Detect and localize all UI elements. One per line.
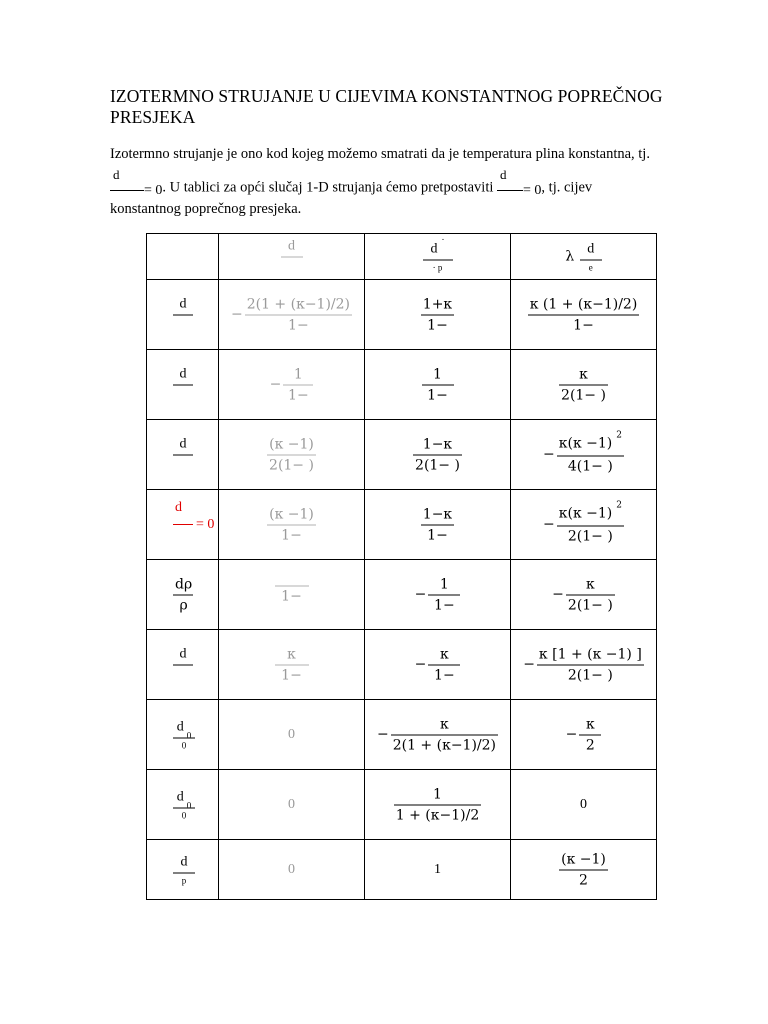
cell-col3: 1 [365, 840, 511, 900]
cell-col2: 0 [219, 840, 365, 900]
table-header-row [147, 234, 657, 280]
influence-coefficients-table [146, 233, 657, 900]
cell-col4: − $\frac{\kappa}{2(1- )}$ [511, 560, 657, 630]
cell-col2: $\frac{(\kappa -1)}{1-}$ [219, 490, 365, 560]
cell-col2: $\frac{(\kappa -1)}{2(1- )}$ [219, 420, 365, 490]
header-cell-col4: λ $\frac{d}{e}$ [511, 234, 657, 280]
cell-col2: − $\frac{2(1 + (\kappa-1)/2)}{1-}$ [219, 280, 365, 350]
cell-col4: 0 [511, 770, 657, 840]
cell-col2: 0 [219, 770, 365, 840]
row-label: d [147, 350, 219, 420]
cell-col4: − $\frac{\kappa [1 + (\kappa -1) ]}{2(1- )}$ [511, 630, 657, 700]
cell-col4: $\frac{\kappa (1 + (\kappa-1)/2)}{1-}$ [511, 280, 657, 350]
table-row [147, 280, 657, 350]
cell-col2: 1− [219, 560, 365, 630]
table-row [147, 770, 657, 840]
row-label: $\frac{d_0}{0}$ [147, 770, 219, 840]
table-row [147, 350, 657, 420]
cell-col3: $\frac{1-\kappa}{2(1- )}$ [365, 420, 511, 490]
row-label: $\frac{d_0}{0}$ [147, 700, 219, 770]
cell-col4: $\frac{(\kappa -1)}{2}$ [511, 840, 657, 900]
header-cell-empty [147, 234, 219, 280]
cell-col2: − $\frac{1}{1-}$ [219, 350, 365, 420]
header-cell-col3: $\frac{d^\cdot}{\cdot p}$ [365, 234, 511, 280]
row-label: d [147, 280, 219, 350]
table-row [147, 700, 657, 770]
table-row [147, 630, 657, 700]
cell-col4: − $\frac{\kappa(\kappa -1) ^2}{4(1- )}$ [511, 420, 657, 490]
cell-col2: $\frac{\kappa}{1-}$ [219, 630, 365, 700]
table-row [147, 560, 657, 630]
cell-col3: $\frac{1}{1-}$ [365, 350, 511, 420]
intro-paragraph-line-3: konstantnog poprečnog presjeka. [110, 201, 302, 217]
row-label: d [147, 420, 219, 490]
table-row [147, 490, 657, 560]
header-cell-col2: d [219, 234, 365, 280]
cell-col3: $\frac{1-\kappa}{1-}$ [365, 490, 511, 560]
intro-paragraph-line-2: $\frac{d}{= 0}$. U tablici za opći slučaj 1-D strujanja ćemo pretpostaviti $\frac{d}{= 0}$, tj. cijev [110, 172, 696, 204]
inline-fraction-1: $\frac{d}{= 0}$ [110, 168, 162, 200]
table-row [147, 840, 657, 900]
cell-col3: − $\frac{1}{1-}$ [365, 560, 511, 630]
row-label: $\frac{d\rho}{\rho}$ [147, 560, 219, 630]
cell-col3: − $\frac{\kappa}{2(1 + (\kappa-1)/2)}$ [365, 700, 511, 770]
intro-paragraph-line-1: Izotermno strujanje je ono kod kojeg možemo smatrati da je temperatura plina konstantna, tj. [110, 146, 650, 162]
row-label: $\frac{d}{p}$ [147, 840, 219, 900]
row-label-highlighted: $\frac{d}{= 0}$ [147, 490, 219, 560]
cell-col3: $\frac{1}{1 + (\kappa-1)/2}$ [365, 770, 511, 840]
page-title: IZOTERMNO STRUJANJE U CIJEVIMA KONSTANTNOG POPREČNOG PRESJEKA [110, 86, 663, 127]
cell-col4: − $\frac{\kappa}{2}$ [511, 700, 657, 770]
cell-col3: − $\frac{\kappa}{1-}$ [365, 630, 511, 700]
cell-col2: 0 [219, 700, 365, 770]
cell-col4: − $\frac{\kappa(\kappa -1) ^2}{2(1- )}$ [511, 490, 657, 560]
cell-col3: $\frac{1+\kappa}{1-}$ [365, 280, 511, 350]
inline-fraction-2: $\frac{d}{= 0}$ [497, 168, 541, 200]
table-row [147, 420, 657, 490]
cell-col4: $\frac{\kappa}{2(1- )}$ [511, 350, 657, 420]
row-label: d [147, 630, 219, 700]
